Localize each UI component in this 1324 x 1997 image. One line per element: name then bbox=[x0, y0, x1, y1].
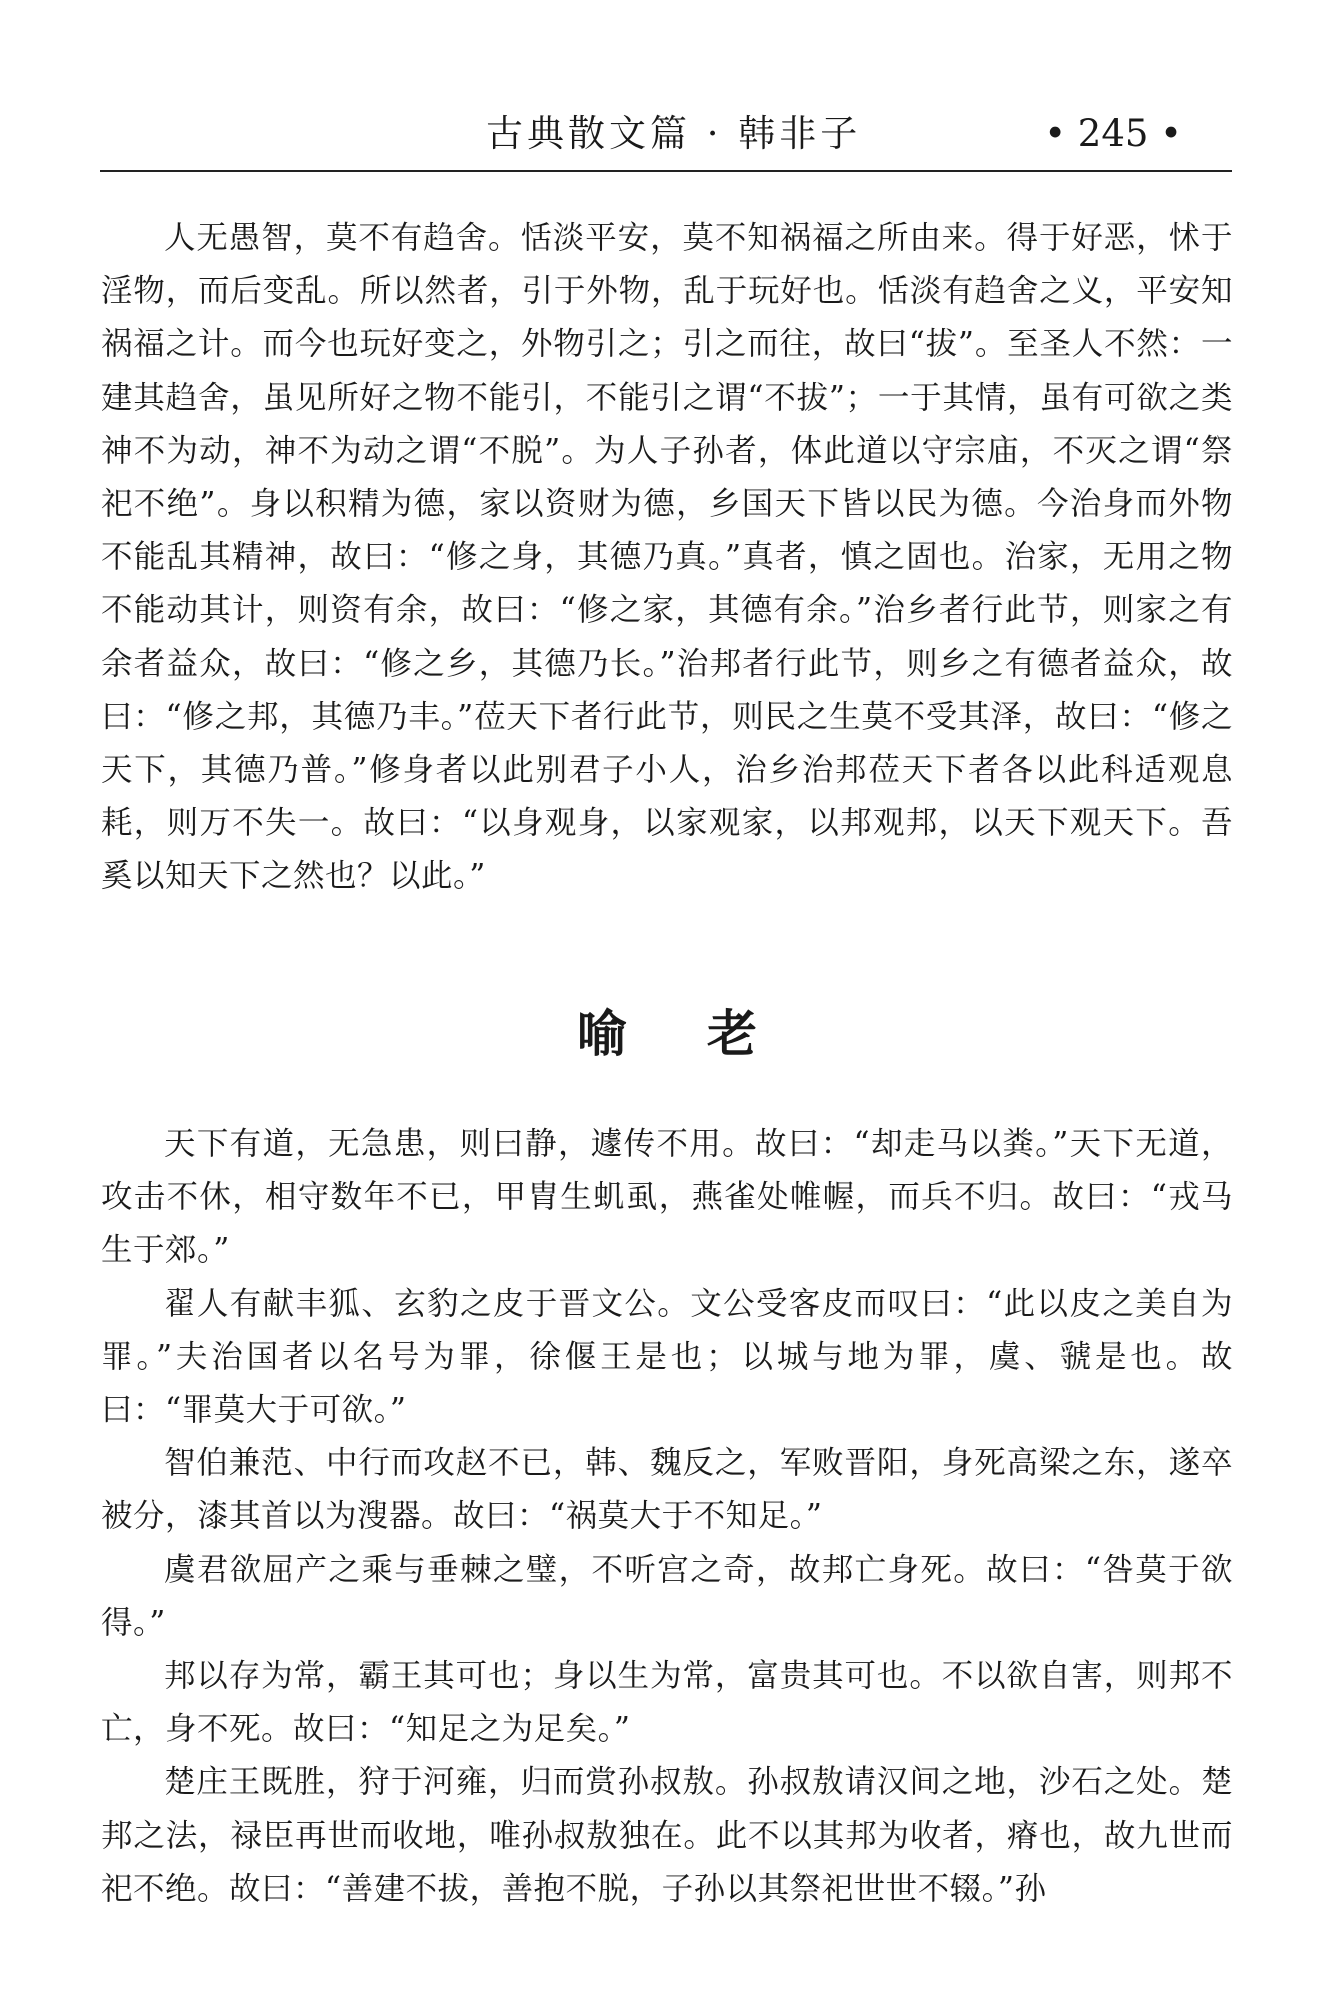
body-paragraph: 楚庄王既胜，狩于河雍，归而赏孙叔敖。孙叔敖请汉间之地，沙石之处。楚邦之法，禄臣再世而收地，唯孙叔敖独在。此不以其邦为收者，瘠也，故九世而祀不绝。故曰：“善建不拔，善抱不脱，子孙以其祭祀世世不辍。”孙 bbox=[101, 1764, 1233, 1907]
body-paragraph: 翟人有献丰狐、玄豹之皮于晋文公。文公受客皮而叹曰：“此以皮之美自为罪。”夫治国者以名号为罪，徐偃王是也；以城与地为罪，虞、虢是也。故曰：“罪莫大于可欲。” bbox=[101, 1285, 1233, 1429]
section-title: 喻老 bbox=[577, 1004, 837, 1063]
page-content bbox=[101, 212, 1233, 1907]
body-paragraph: 天下有道，无急患，则曰静，遽传不用。故曰：“却走马以粪。”天下无道，攻击不休，相守数年不已，甲胄生虮虱，燕雀处帷幄，而兵不归。故曰：“戎马生于郊。” bbox=[101, 1126, 1233, 1269]
body-paragraph: 虞君欲屈产之乘与垂棘之璧，不听宫之奇，故邦亡身死。故曰：“咎莫于欲得。” bbox=[101, 1551, 1233, 1641]
section-body bbox=[101, 1118, 1233, 1916]
body-paragraph: 人无愚智，莫不有趋舍。恬淡平安，莫不知祸福之所由来。得于好恶，怵于淫物，而后变乱。所以然者，引于外物，乱于玩好也。恬淡有趋舍之义，平安知祸福之计。而今也玩好变之，外物引之；引之而往，故曰“拔”。至圣人不然：一建其趋舍，虽见所好之物不能引，不能引之谓“不拔”；一于其情，虽有可欲之类神不为动，神不为动之谓“不脱”。为人子孙者，体此道以守宗庙，不灭之谓“祭祀不绝”。身以积精为德，家以资财为德，乡国天下皆以民为德。今治身而外物不能乱其精神，故曰：“修之身，其德乃真。”真者，慎之固也。治家，无用之物不能动其计，则资有余，故曰：“修之家，其德有余。”治乡者行此节，则家之有余者益众，故曰：“修之乡，其德乃长。”治邦者行此节，则乡之有德者益众，故曰：“修之邦，其德乃丰。”莅天下者行此节，则民之生莫不受其泽，故曰：“修之天下，其德乃普。”修身者以此别君子小人，治乡治邦莅天下者各以此科适观息耗，则万不失一。故曰：“以身观身，以家观家，以邦观邦，以天下观天下。吾奚以知天下之然也？以此。” bbox=[101, 220, 1233, 895]
header-title: 古典散文篇 · 韩非子 bbox=[486, 112, 862, 155]
body-paragraph: 智伯兼范、中行而攻赵不已，韩、魏反之，军败晋阳，身死高梁之东，遂卒被分，漆其首以为溲器。故曰：“祸莫大于不知足。” bbox=[101, 1445, 1233, 1535]
page-number: • 245 • bbox=[1044, 112, 1182, 155]
running-header bbox=[100, 98, 1232, 172]
body-paragraph: 邦以存为常，霸王其可也；身以生为常，富贵其可也。不以欲自害，则邦不亡，身不死。故曰：“知足之为足矣。” bbox=[101, 1658, 1233, 1748]
